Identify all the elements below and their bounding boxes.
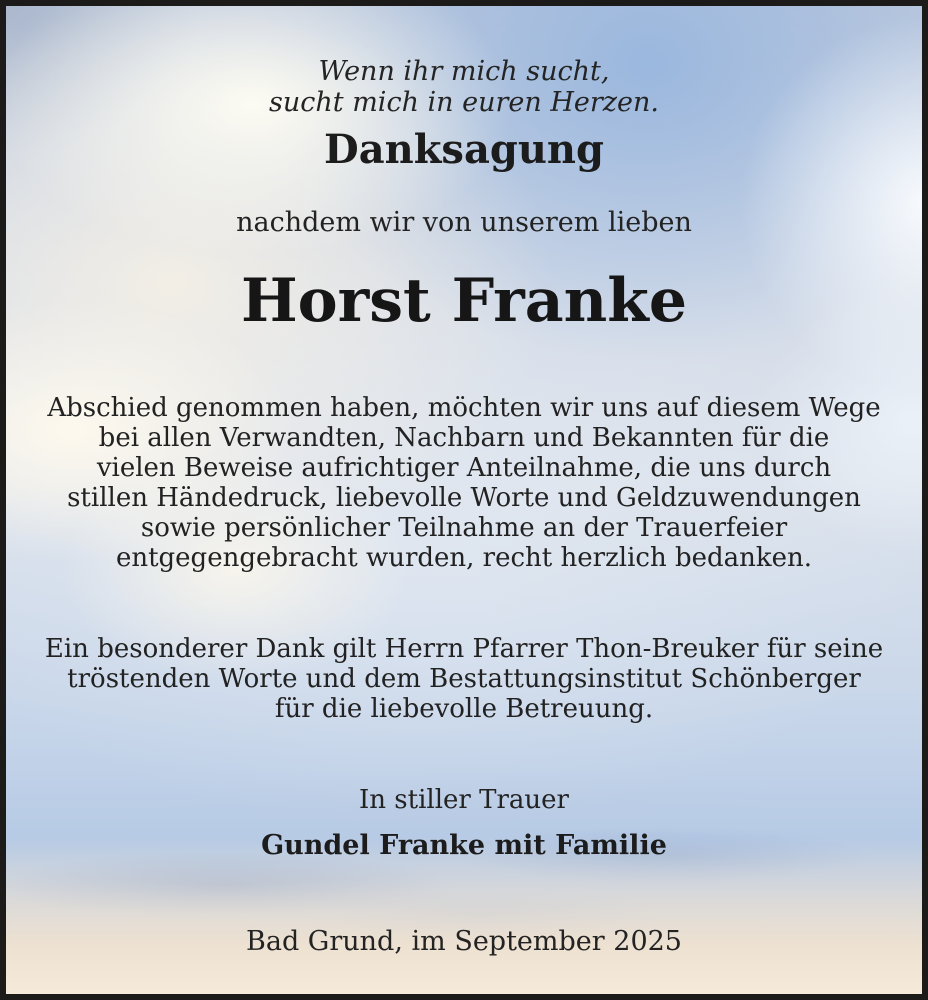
- intro-line: nachdem wir von unserem lieben: [236, 207, 692, 238]
- family-signature: Gundel Franke mit Familie: [261, 830, 667, 861]
- thanks-paragraph: Abschied genommen haben, möchten wir uns auf diesem Wege bei allen Verwandten, Nachbarn und Bekannten für die vielen Beweise aufrichtiger Anteilnahme, die uns durch stillen Händedruck, liebevolle Worte und Geldzuwendungen sowie persönlicher Teilnahme an der Trauerfeier entgegengebracht wurden, recht herzlich bedanken.: [47, 393, 881, 573]
- place-and-date: Bad Grund, im September 2025: [246, 926, 682, 957]
- closing-line: In stiller Trauer: [359, 785, 569, 815]
- special-thanks-paragraph: Ein besonderer Dank gilt Herrn Pfarrer Thon-Breuker für seine tröstenden Worte und dem Bestattungsinstitut Schönberger für die liebevolle Betreuung.: [44, 634, 884, 724]
- notice-heading: Danksagung: [324, 126, 604, 173]
- epigraph-quote: Wenn ihr mich sucht, sucht mich in euren Herzen.: [269, 56, 659, 118]
- deceased-name: Horst Franke: [240, 266, 688, 336]
